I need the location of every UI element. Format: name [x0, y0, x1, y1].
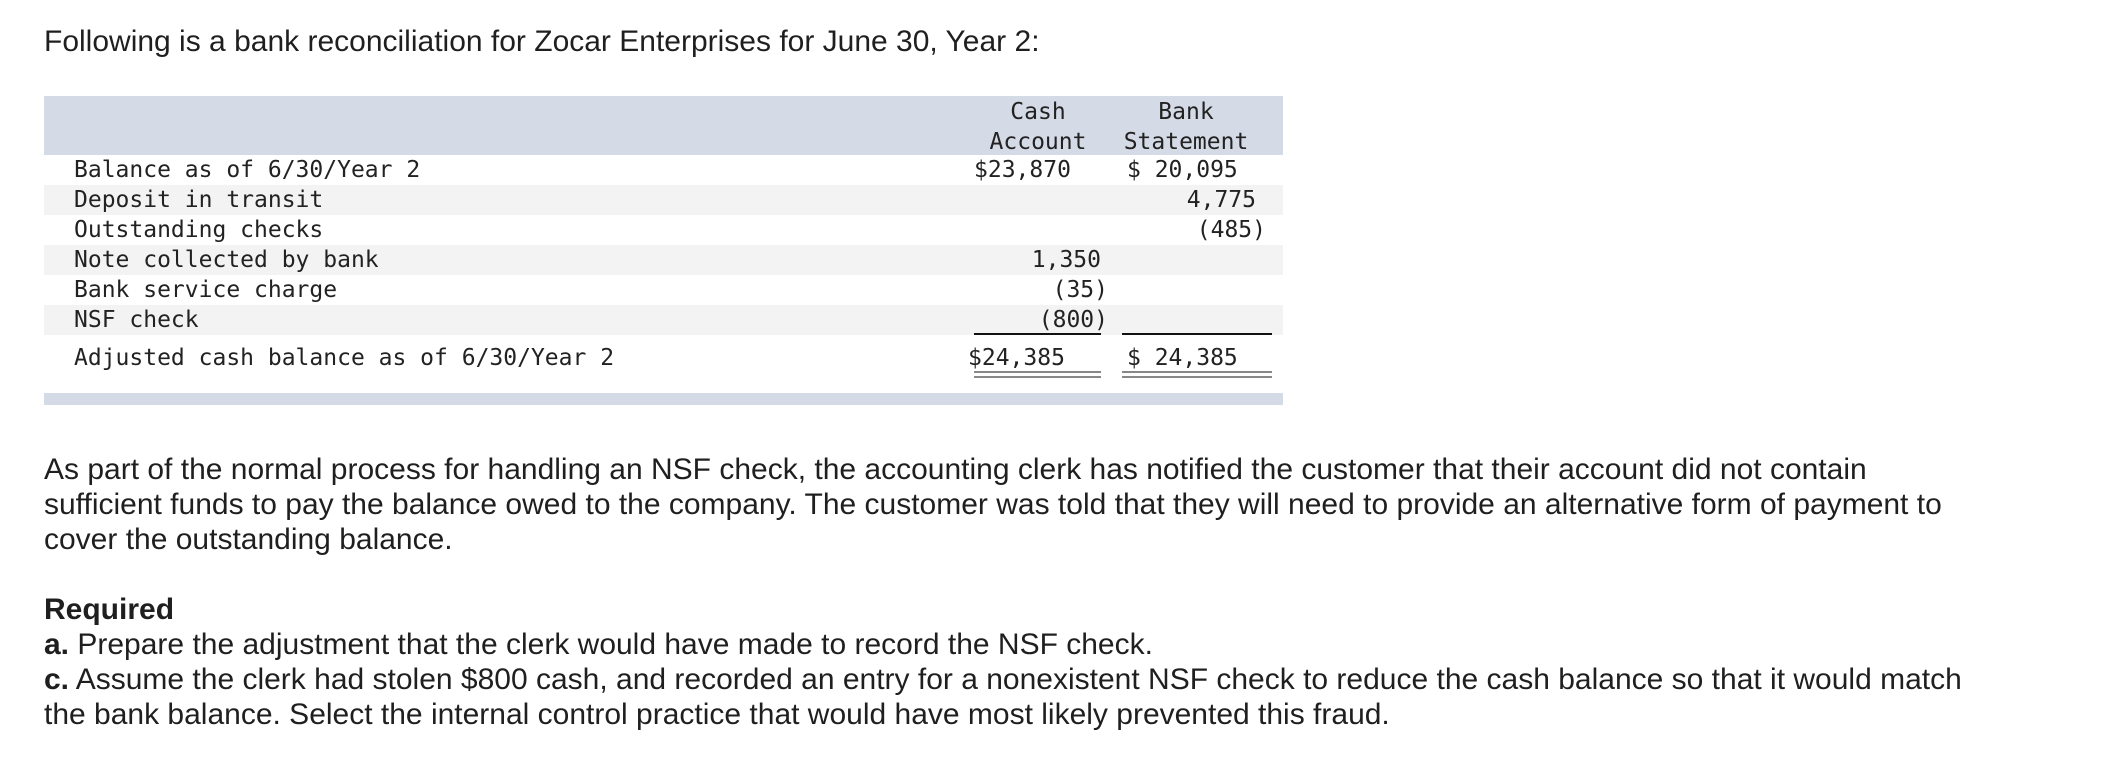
bank-reconciliation-table [44, 96, 1283, 405]
table-row [44, 275, 1283, 305]
table-row [44, 185, 1283, 215]
total-row [44, 335, 1283, 381]
table-row [44, 245, 1283, 275]
table-row [44, 305, 1283, 335]
total-label: Adjusted cash balance as of 6/30/Year 2 [74, 345, 615, 371]
cash-value: 1,350 [1031, 247, 1101, 273]
intro-text: Following is a bank reconciliation for Zocar Enterprises for June 30, Year 2: [44, 25, 1040, 58]
cash-value: $23,870 [974, 157, 1071, 183]
table-row [44, 215, 1283, 245]
required-heading: Required [44, 593, 175, 626]
row-label: Bank service charge [74, 277, 338, 303]
table-row [44, 155, 1283, 185]
cash-account-header [973, 97, 1103, 157]
cash-value: (800) [1038, 307, 1108, 333]
bank-statement-header [1117, 97, 1255, 157]
bank-value: 4,775 [1186, 187, 1256, 213]
table-header [44, 96, 1283, 155]
bank-header-line2: Statement [1123, 129, 1249, 155]
cash-header-line1: Cash [1010, 99, 1066, 125]
bank-total-double-rule [1122, 371, 1272, 378]
cash-value: (35) [1052, 277, 1108, 303]
cash-total-double-rule [974, 371, 1101, 378]
bank-total: $ 24,385 [1127, 345, 1238, 371]
bank-value: (485) [1196, 217, 1266, 243]
row-label: Balance as of 6/30/Year 2 [74, 157, 421, 183]
required-section [44, 592, 1984, 732]
requirement-c [44, 662, 1984, 732]
cash-total: $24,385 [968, 345, 1065, 371]
bank-header-line1: Bank [1158, 99, 1214, 125]
requirement-c-letter: c. [44, 663, 70, 696]
row-label: Deposit in transit [74, 187, 324, 213]
requirement-a-letter: a. [44, 628, 70, 661]
cash-header-line2: Account [989, 129, 1087, 155]
row-label: Outstanding checks [74, 217, 324, 243]
nsf-process-paragraph: As part of the normal process for handling an NSF check, the accounting clerk has notified the customer that their account did not contain sufficient funds to pay the balance owed to the company. The customer was told that they will need to provide an alternative form of payment to cover the outstanding balance. [44, 453, 1942, 556]
requirement-a-text: Prepare the adjustment that the clerk would have made to record the NSF check. [77, 628, 1153, 661]
table-footer-bar [44, 393, 1283, 405]
row-label: Note collected by bank [74, 247, 379, 273]
requirement-a [44, 627, 1984, 662]
row-label: NSF check [74, 307, 199, 333]
requirement-c-text: Assume the clerk had stolen $800 cash, and recorded an entry for a nonexistent NSF check to reduce the cash balance so that it would match the bank balance. Select the internal control practice that would have most likely prevented this fraud. [44, 663, 1962, 731]
bank-value: $ 20,095 [1127, 157, 1238, 183]
